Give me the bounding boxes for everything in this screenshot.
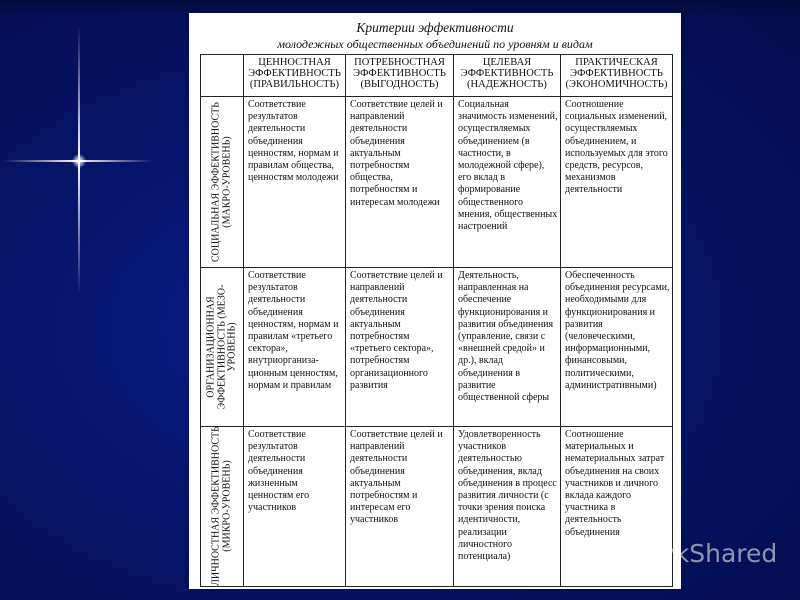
- table-cell: Соотношение материальных и нематериальных затрат объединения на своих участников и личного вклада каждого участника в деятельность объединения: [560, 426, 672, 586]
- row-label-personal: ЛИЧНОСТНАЯ ЭФФЕКТИВНОСТЬ (МИКРО-УРОВЕНЬ): [210, 426, 232, 586]
- table-cell: Соотношение социальных изменений, осуществляемых объединением, и используемых для этого средств, ресурсов, механизмов деятельности: [560, 96, 672, 267]
- table-cell: Социальная значимость изменений, осуществляемых объединением (в частности, в молодежной сфере), его вклад в формирование общественного мнения, общественных настроений: [453, 96, 560, 267]
- table-row-social: [201, 96, 672, 268]
- table-cell: Деятельность, направленная на обеспечение функционирования и развития объединения (управление, связи с «внешней средой» и др.), вклад объединения в развитие общественной сферы: [453, 267, 560, 426]
- document-subtitle: молодежных общественных объединений по уровням и видам: [277, 37, 593, 51]
- header-corner-cell: [201, 55, 243, 96]
- table-cell: Соответствие целей и направлений деятельности объединения актуальным потребностям «третьего сектора», потребностям организационного развития: [345, 267, 453, 426]
- row-label-organizational: ОРГАНИЗАЦИОННАЯ ЭФФЕКТИВНОСТЬ (МЕЗО-УРОВЕНЬ): [205, 284, 238, 409]
- criteria-table: [200, 54, 673, 587]
- header-target-efficiency: ЦЕЛЕВАЯ ЭФФЕКТИВНОСТЬ (НАДЕЖНОСТЬ): [453, 55, 560, 96]
- row-header-personal: [201, 426, 243, 586]
- row-label-social: СОЦИАЛЬНАЯ ЭФФЕКТИВНОСТЬ (МАКРО-УРОВЕНЬ): [210, 101, 232, 262]
- watermark-text: ykShared: [660, 539, 778, 568]
- table-cell: Обеспеченность объединения ресурсами, необходимыми для функционирования и развития (человеческими, информационными, финансовыми, политическими, административными): [560, 267, 672, 426]
- header-practical-efficiency: ПРАКТИЧЕСКАЯ ЭФФЕКТИВНОСТЬ (ЭКОНОМИЧНОСТЬ): [560, 55, 672, 96]
- table-cell: Удовлетворенность участников деятельностью объединения, вклад объединения в процесс развития личности (с точки зрения поиска идентичности, реализации личностного потенциала): [453, 426, 560, 586]
- watermark: [600, 536, 790, 576]
- row-header-organizational: [201, 267, 243, 426]
- row-header-social: [201, 96, 243, 267]
- table-header-row: [201, 55, 672, 97]
- document-title: Критерии эффективности: [356, 20, 514, 35]
- table-cell: Соответствие результатов деятельности объединения ценностям, нормам и правилам общества, ценностям молодежи: [243, 96, 345, 267]
- document-sheet: [189, 13, 681, 589]
- table-cell: Соответствие целей и направлений деятельности объединения актуальным потребностям общества, потребностям и интересам молодежи: [345, 96, 453, 267]
- table-cell: Соответствие результатов деятельности объединения ценностям, нормам и правилам «третьего сектора», внутриорганиза-ционным ценностям, нормам и правилам: [243, 267, 345, 426]
- table-row-organizational: [201, 267, 672, 427]
- sparkle-glow: [72, 154, 86, 168]
- table-cell: Соответствие результатов деятельности объединения жизненным ценностям его участников: [243, 426, 345, 586]
- table-cell: Соответствие целей и направлений деятельности объединения актуальным потребностям и интересам его участников: [345, 426, 453, 586]
- header-need-efficiency: ПОТРЕБНОСТНАЯ ЭФФЕКТИВНОСТЬ (ВЫГОДНОСТЬ): [345, 55, 453, 96]
- header-value-efficiency: ЦЕННОСТНАЯ ЭФФЕКТИВНОСТЬ (ПРАВИЛЬНОСТЬ): [243, 55, 345, 96]
- sparkle-decoration: [78, 160, 79, 161]
- myshared-logo-icon: [602, 542, 630, 570]
